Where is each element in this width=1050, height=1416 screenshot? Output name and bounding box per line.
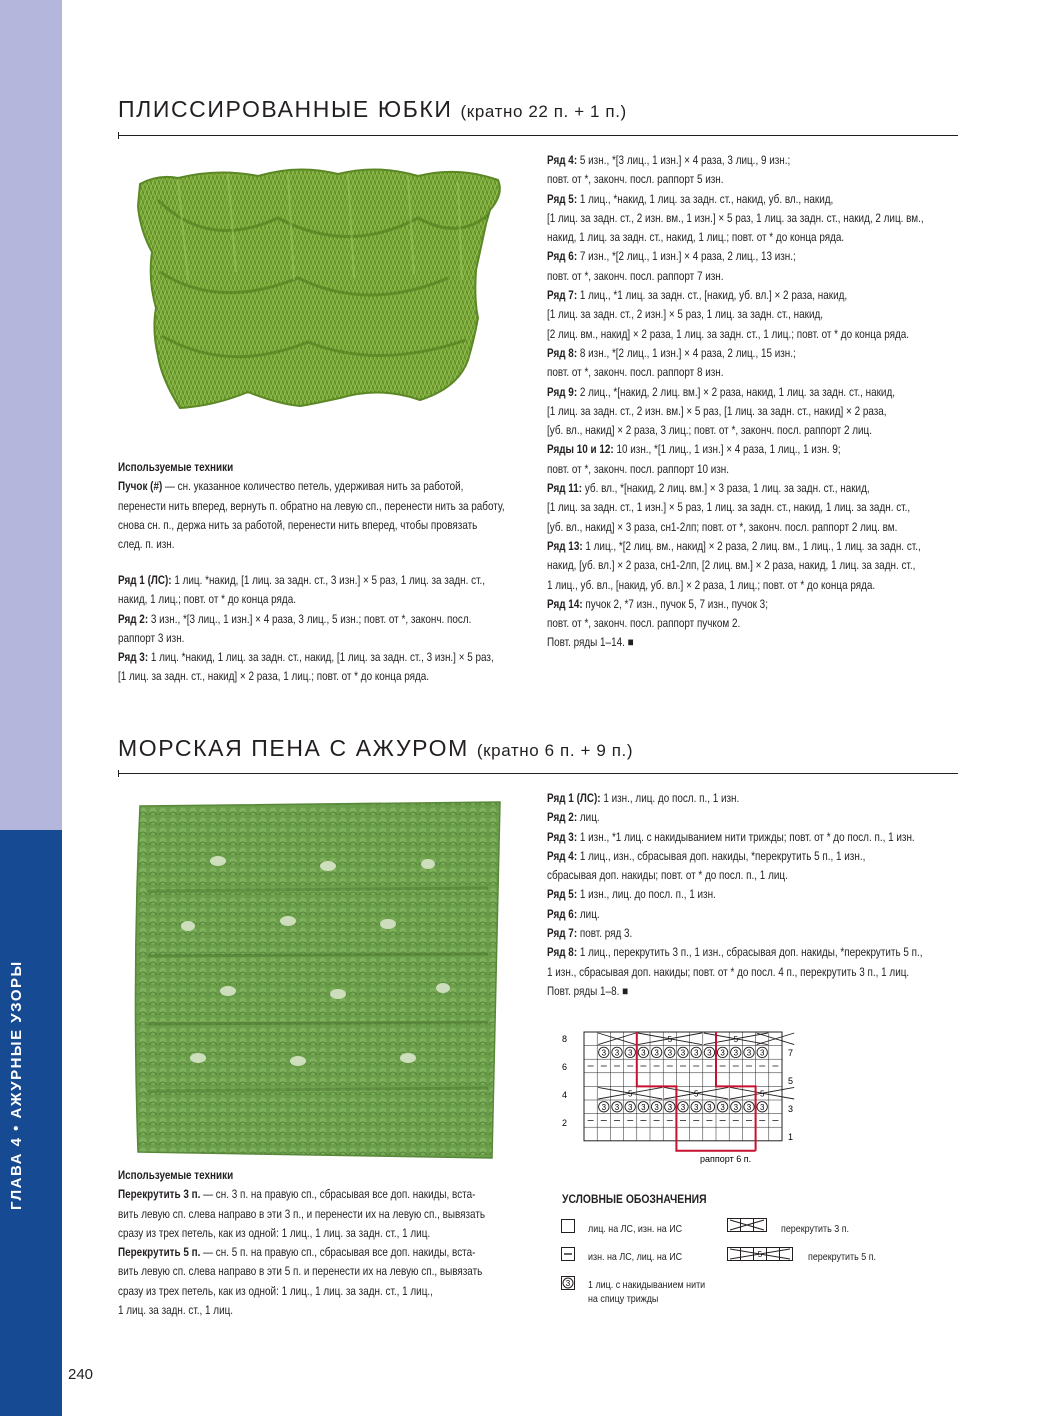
chart-row-label: 1 [788,1132,794,1142]
chart-wrap-label: 3 [720,1048,725,1058]
row-line: Ряд 6: лиц. [547,906,600,921]
technique-line: снова сн. п., держа нить за работой, перенести нить вперед, чтобы провязать [118,517,478,532]
row-line: накид, [уб. вл.] × 2 раза, сн1-2лп, [2 лиц. вм.] × 2 раза, накид, 1 лиц. за задн. ст., [547,558,916,573]
chart-row-label: 3 [788,1104,794,1114]
legend-wrap3-icon [561,1276,575,1290]
chart-row-label: 4 [562,1090,568,1100]
chart-wrap-label: 3 [746,1102,752,1112]
technique-line: сразу из трех петель, как из одной: 1 лиц., 1 лиц. за задн. ст., 1 лиц. [118,1225,431,1240]
row-line: [уб. вл., накид] × 3 раза, сн1-2лп; повт. от *, законч. посл. раппорт 2 лиц. вм. [547,519,898,534]
row-line: Ряд 13: 1 лиц., *[2 лиц. вм., накид] × 2 раза, 2 лиц. вм., 1 лиц., 1 лиц. за задн. ст., [547,538,921,553]
legend-twist5-icon [727,1247,793,1261]
row-line: Ряд 14: пучок 2, *7 изн., пучок 5, 7 изн., пучок 3; [547,596,768,611]
section1-swatch-photo [118,160,528,445]
legend-heading: УСЛОВНЫЕ ОБОЗНАЧЕНИЯ [562,1194,707,1206]
technique-line: вить левую сп. слева направо в эти 5 п. и перенести их на левую сп., вывязать [118,1264,483,1279]
legend-purl-icon [561,1247,575,1261]
chart-wrap-label: 3 [614,1102,620,1112]
technique-line: перенести нить вперед, вернуть п. обратно на левую сп., перенести нить за работу, [118,498,505,513]
chart-wrap-label: 3 [641,1048,646,1058]
chart-row-label: 5 [788,1076,794,1086]
row-line: повт. от *, законч. посл. раппорт пучком 2. [547,616,741,631]
svg-text:3: 3 [565,1279,571,1288]
section1-right-rows [547,151,924,653]
row-line: 1 изн., сбрасывая доп. накиды; повт. от * до посл. 4 п., перекрутить 3 п., 1 лиц. [547,964,910,979]
legend-twist3-label: перекрутить 3 п. [781,1223,850,1235]
row-line: 1 лиц., уб. вл., [накид, уб. вл.] × 2 раза, 1 лиц.; повт. от * до конца ряда. [547,577,876,592]
row-line: раппорт 3 изн. [118,630,185,645]
row-line: [2 лиц. вм., накид] × 2 раза, 1 лиц. за задн. ст., 1 лиц.; повт. от * до конца ряда. [547,326,910,341]
technique-line: Перекрутить 3 п. — сн. 3 п. на правую сп., сбрасывая все доп. накиды, вста- [118,1187,476,1202]
chart-wrap-label: 3 [746,1048,752,1058]
chart-wrap-label: 3 [707,1048,712,1058]
legend-knit-icon [561,1219,575,1233]
chart-wrap-label: 3 [693,1102,699,1112]
chart-wrap-label: 3 [641,1102,646,1112]
section2-right-rows [547,789,923,1001]
chart-wrap-label: 3 [614,1048,620,1058]
chart-twist-label: 5 [667,1035,673,1044]
section1-title: ПЛИССИРОВАННЫЕ ЮБКИ (кратно 22 п. + 1 п.) [118,96,627,122]
chart-wrap-label: 3 [654,1048,659,1058]
row-line: Ряд 9: 2 лиц., *[накид, 2 лиц. вм.] × 2 раза, накид, 1 лиц. за задн. ст., накид, [547,384,895,399]
row-line: сбрасывая доп. накиды; повт. от * до посл. п., 1 лиц. [547,868,788,883]
row-line: накид, 1 лиц. за задн. ст., накид, 1 лиц.; повт. от * до конца ряда. [547,230,845,245]
chart-wrap-label: 3 [654,1102,659,1112]
side-bar-light [0,0,62,830]
row-line: Ряд 5: 1 изн., лиц. до посл. п., 1 изн. [547,887,716,902]
row-line: Ряд 11: уб. вл., *[накид, 2 лиц. вм.] × 3 раза, 1 лиц. за задн. ст., накид, [547,481,870,496]
row-line: Ряд 8: 1 лиц., перекрутить 3 п., 1 изн., сбрасывая доп. накиды, *перекрутить 5 п., [547,945,923,960]
row-line: повт. от *, законч. посл. раппорт 10 изн. [547,461,730,476]
row-line: [1 лиц. за задн. ст., 2 изн. вм.] × 5 раз, [1 лиц. за задн. ст., накид] × 2 раза, [547,403,887,418]
legend-twist5-label: перекрутить 5 п. [808,1251,877,1263]
technique-line: Пучок (#) — сн. указанное количество петель, удерживая нить за работой, [118,479,464,494]
technique-line: вить левую сп. слева направо в эти 3 п., и перенести их на левую сп., вывязать [118,1206,486,1221]
row-line: накид, 1 лиц.; повт. от * до конца ряда. [118,592,296,607]
page-number: 240 [68,1366,94,1383]
row-line: [1 лиц. за задн. ст., 2 изн.] × 5 раз, 1 лиц. за задн. ст., накид, [547,307,824,322]
row-line: Ряд 4: 1 лиц., изн., сбрасывая доп. накиды, *перекрутить 5 п., 1 изн., [547,848,866,863]
technique-line: сразу из трех петель, как из одной: 1 лиц., 1 лиц. за задн. ст., 1 лиц., [118,1283,433,1298]
row-line: Повт. ряды 1–14. ■ [547,635,634,650]
section2-title: МОРСКАЯ ПЕНА С АЖУРОМ (кратно 6 п. + 9 п.) [118,735,634,761]
row-line: [уб. вл., накид] × 2 раза, 3 лиц.; повт. от *, законч. посл. раппорт 2 лиц. [547,423,872,438]
section2-rule [118,773,958,774]
legend-knit-label: лиц. на ЛС, изн. на ИС [588,1223,683,1235]
row-line: [1 лиц. за задн. ст., 1 изн.] × 5 раз, 1 лиц. за задн. ст., накид, 1 лиц. за задн. ст., [547,500,911,515]
chart-wrap-label: 3 [627,1048,633,1058]
chart-row-label: 2 [562,1118,568,1128]
row-line: Повт. ряды 1–8. ■ [547,983,629,998]
chart-wrap-label: 3 [693,1048,699,1058]
row-line: Ряд 3: 1 лиц. *накид, 1 лиц. за задн. ст., накид, [1 лиц. за задн. ст., 3 изн.] × 5 раз, [118,650,494,665]
row-line: Ряд 7: повт. ряд 3. [547,926,633,941]
row-line: Ряд 3: 1 изн., *1 лиц. с накидыванием нити трижды; повт. от * до посл. п., 1 изн. [547,829,915,844]
chart-twist-label: 5 [759,1089,765,1099]
chart-wrap-label: 3 [759,1102,765,1112]
row-line: Ряды 10 и 12: 10 изн., *[1 лиц., 1 изн.] × 4 раза, 1 лиц., 1 изн. 9; [547,442,841,457]
chart-wrap-label: 3 [707,1102,712,1112]
chart-wrap-label: 3 [720,1102,725,1112]
section1-left-rows [118,571,494,687]
chart-row-label: 8 [562,1034,568,1044]
row-line: Ряд 6: 7 изн., *[2 лиц., 1 изн.] × 4 раза, 2 лиц., 13 изн.; [547,249,796,264]
chart-repeat-label: раппорт 6 п. [700,1154,752,1164]
section2-techniques-heading: Используемые техники [118,1168,234,1182]
row-line: Ряд 2: лиц. [547,810,600,825]
technique-line: 1 лиц. за задн. ст., 1 лиц. [118,1303,234,1318]
chart-wrap-label: 3 [733,1102,739,1112]
section2-techniques [118,1166,485,1320]
row-line: повт. от *, законч. посл. раппорт 5 изн. [547,172,724,187]
row-line: Ряд 1 (ЛС): 1 изн., лиц. до посл. п., 1 изн. [547,791,740,805]
chart-wrap-label: 3 [601,1102,607,1112]
chart-twist-label: 5 [627,1089,633,1099]
row-line: повт. от *, законч. посл. раппорт 7 изн. [547,268,724,283]
row-line: Ряд 4: 5 изн., *[3 лиц., 1 изн.] × 4 раза, 3 лиц., 9 изн.; [547,153,791,167]
row-line: повт. от *, законч. посл. раппорт 8 изн. [547,365,724,380]
chart-wrap-label: 3 [667,1102,673,1112]
chart-wrap-label: 3 [759,1048,765,1058]
chart-wrap-label: 3 [680,1102,686,1112]
section2-swatch-photo [128,796,506,1164]
legend-wrap3-label: 1 лиц. с накидыванием нити на спицу трижды [588,1279,706,1305]
row-line: [1 лиц. за задн. ст., накид] × 2 раза, 1 лиц.; повт. от * до конца ряда. [118,669,430,684]
chart-row-label: 7 [788,1048,794,1058]
chart-wrap-label: 3 [680,1048,686,1058]
technique-line: Перекрутить 5 п. — сн. 5 п. на правую сп., сбрасывая все доп. накиды, вста- [118,1245,476,1260]
chart-twist-label: 5 [733,1035,739,1044]
chart-wrap-label: 3 [667,1048,673,1058]
row-line: Ряд 7: 1 лиц., *1 лиц. за задн. ст., [накид, уб. вл.] × 2 раза, накид, [547,288,848,303]
technique-line: след. п. изн. [118,537,175,552]
section1-techniques [118,458,505,554]
row-line: [1 лиц. за задн. ст., 2 изн. вм., 1 изн.] × 5 раз, 1 лиц. за задн. ст., накид, 2 лиц. вм., [547,210,924,225]
row-line: Ряд 2: 3 изн., *[3 лиц., 1 изн.] × 4 раза, 3 лиц., 5 изн.; повт. от *, законч. посл. [118,611,472,626]
row-line: Ряд 1 (ЛС): 1 лиц. *накид, [1 лиц. за задн. ст., 3 изн.] × 5 раз, 1 лиц. за задн. ст., [118,573,486,587]
knitting-chart [550,1028,800,1168]
legend-twist3-icon [727,1218,767,1232]
chart-twist-label: 5 [693,1089,699,1099]
section1-rule [118,135,958,136]
section1-techniques-heading: Используемые техники [118,460,234,474]
row-line: Ряд 5: 1 лиц., *накид, 1 лиц. за задн. ст., накид, уб. вл., накид, [547,191,834,206]
row-line: Ряд 8: 8 изн., *[2 лиц., 1 изн.] × 4 раза, 2 лиц., 15 изн.; [547,345,796,360]
legend-purl-label: изн. на ЛС, лиц. на ИС [588,1251,683,1263]
svg-text:5: 5 [757,1250,763,1259]
chart-wrap-label: 3 [733,1048,739,1058]
chart-wrap-label: 3 [627,1102,633,1112]
chart-row-label: 6 [562,1062,568,1072]
chart-wrap-label: 3 [601,1048,607,1058]
